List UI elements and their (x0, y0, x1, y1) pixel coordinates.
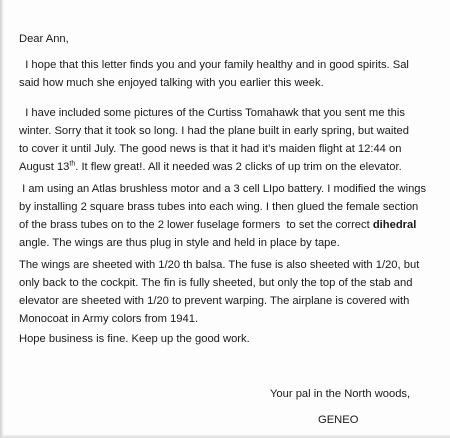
date-ordinal: th (69, 160, 76, 168)
paragraph-4-line-4: Monocoat in Army colors from 1941. (19, 313, 199, 325)
page-bottom-shadow (0, 434, 450, 438)
paragraph-2-line-2: winter. Sorry that it took so long. I had the plane built in early spring, but waited (19, 125, 409, 137)
signature: GENEO (318, 414, 359, 426)
paragraph-4-line-3: elevator are sheeted with 1/20 to prevent warping. The airplane is covered with (19, 295, 410, 307)
paragraph-2 (19, 104, 439, 176)
paragraph-3 (19, 180, 439, 252)
paragraph-3-line-4: angle. The wings are thus plug in style and held in place by tape. (19, 237, 340, 249)
paragraph-1 (19, 56, 439, 92)
paragraph-3-line-1: I am using an Atlas brushless motor and a 3 cell LIpo battery. I modified the wings (19, 183, 427, 195)
page-edge-shadow (0, 0, 4, 438)
flight-result-text: . It flew great!. All it needed was 2 clicks of up trim on the elevator. (75, 161, 402, 173)
paragraph-4-line-1: The wings are sheeted with 1/20 th balsa. The fuse is also sheeted with 1/20, but (19, 259, 420, 271)
paragraph-1-line-1: I hope that this letter finds you and your family healthy and in good spirits. Sal (19, 59, 409, 71)
closing: Your pal in the North woods, (270, 388, 411, 400)
dihedral-emphasis: dihedral (372, 219, 417, 231)
paragraph-3-line-3 (19, 216, 439, 234)
paragraph-3-line-2: by installing 2 square brass tubes into each wing. I then glued the female section (19, 201, 419, 213)
dihedral-sentence: of the brass tubes on to the 2 lower fuselage formers to set the correct (19, 219, 373, 231)
salutation: Dear Ann, (19, 33, 69, 45)
paragraph-4 (19, 256, 439, 328)
paragraph-5: Hope business is fine. Keep up the good work. (19, 333, 250, 345)
paragraph-2-line-4 (19, 158, 439, 176)
paragraph-2-line-3: to cover it until July. The good news is that it had it’s maiden flight at 12:44 on (19, 143, 402, 155)
paragraph-4-line-2: only back to the cockpit. The fin is fully sheeted, but only the top of the stab and (19, 277, 413, 289)
paragraph-2-line-1: I have included some pictures of the Curtiss Tomahawk that you sent me this (19, 107, 405, 119)
date-text: August 13 (19, 161, 70, 173)
paragraph-1-line-2: said how much she enjoyed talking with you earlier this week. (19, 77, 324, 89)
